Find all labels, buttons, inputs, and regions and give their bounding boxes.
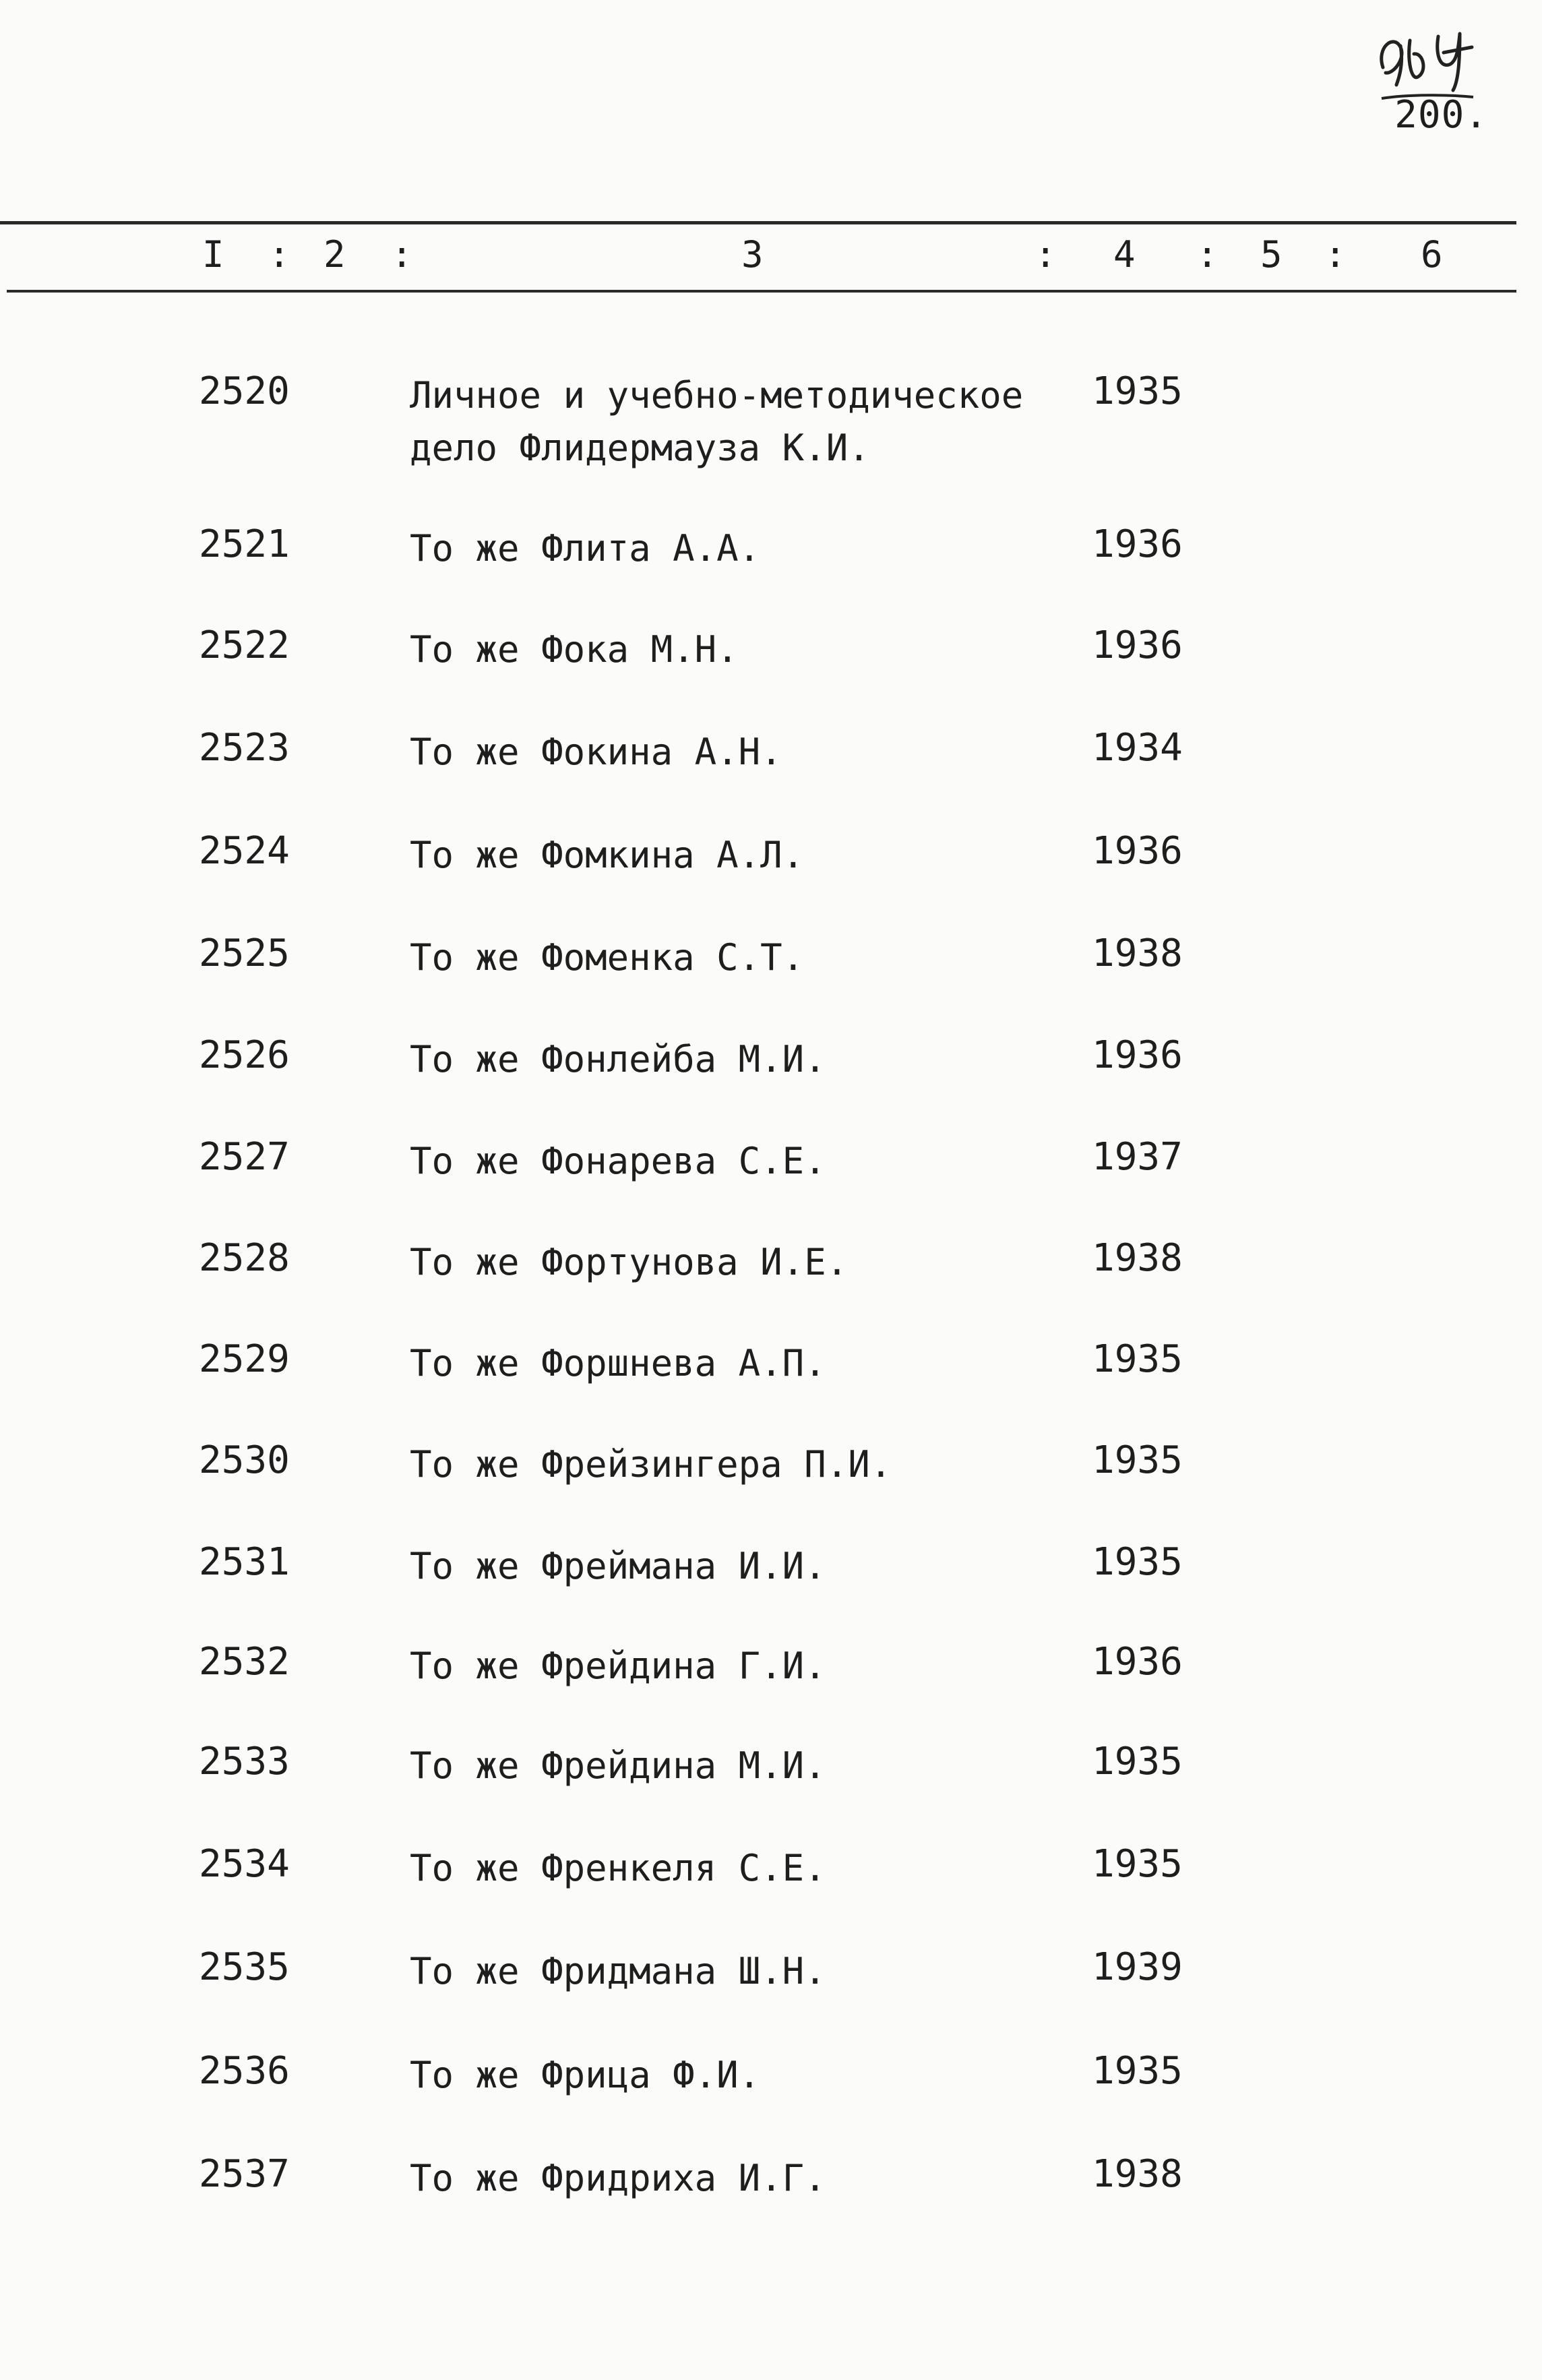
table-row bbox=[0, 2049, 1542, 2130]
column-header-5: 5 bbox=[1260, 233, 1283, 276]
item-title: То же Фомкина А.Л. bbox=[410, 834, 805, 876]
item-number: 2526 bbox=[199, 1033, 290, 1077]
table-row bbox=[0, 1540, 1542, 1621]
item-title: То же Фрейдина Г.И. bbox=[410, 1645, 826, 1687]
item-year: 1934 bbox=[1092, 726, 1183, 770]
item-title: То же Фоменка С.Т. bbox=[410, 936, 805, 979]
item-title: То же Фонарева С.Е. bbox=[410, 1140, 826, 1182]
item-title: То же Фрейдина М.И. bbox=[410, 1744, 826, 1787]
column-header-4: 4 bbox=[1113, 233, 1136, 276]
item-title: То же Фрица Ф.И. bbox=[410, 2054, 761, 2096]
printed-folio-number: 200. bbox=[1394, 93, 1488, 137]
column-separator: : bbox=[268, 233, 290, 276]
item-number: 2530 bbox=[199, 1438, 290, 1482]
item-year: 1935 bbox=[1092, 369, 1183, 413]
item-year: 1938 bbox=[1092, 932, 1183, 975]
item-year: 1935 bbox=[1092, 1842, 1183, 1886]
header-rule-top bbox=[0, 221, 1516, 224]
item-number: 2537 bbox=[199, 2152, 290, 2196]
item-title: То же Фокина А.Н. bbox=[410, 731, 782, 773]
item-title: То же Фреймана И.И. bbox=[410, 1545, 826, 1587]
column-separator: : bbox=[1324, 233, 1347, 276]
table-row bbox=[0, 1135, 1542, 1216]
column-separator: : bbox=[391, 233, 413, 276]
item-year: 1935 bbox=[1092, 2049, 1183, 2093]
table-row bbox=[0, 1337, 1542, 1418]
table-row bbox=[0, 1033, 1542, 1114]
item-year: 1938 bbox=[1092, 1236, 1183, 1280]
item-title: Личное и учебно-методическое дело Флидермауза К.И. bbox=[410, 374, 1024, 469]
item-number: 2527 bbox=[199, 1135, 290, 1179]
item-number: 2532 bbox=[199, 1640, 290, 1684]
item-year: 1935 bbox=[1092, 1740, 1183, 1783]
column-header-3: 3 bbox=[741, 233, 764, 276]
column-header-2: 2 bbox=[323, 233, 346, 276]
table-row bbox=[0, 1438, 1542, 1519]
item-number: 2535 bbox=[199, 1945, 290, 1989]
item-number: 2531 bbox=[199, 1540, 290, 1584]
item-year: 1936 bbox=[1092, 1640, 1183, 1684]
item-number: 2524 bbox=[199, 829, 290, 873]
header-rule-bottom bbox=[7, 290, 1516, 293]
table-row bbox=[0, 623, 1542, 704]
item-number: 2534 bbox=[199, 1842, 290, 1886]
item-number: 2521 bbox=[199, 522, 290, 566]
item-year: 1936 bbox=[1092, 522, 1183, 566]
item-year: 1939 bbox=[1092, 1945, 1183, 1989]
folio-mark bbox=[1353, 13, 1502, 135]
table-row bbox=[0, 932, 1542, 1012]
item-year: 1936 bbox=[1092, 1033, 1183, 1077]
item-year: 1936 bbox=[1092, 829, 1183, 873]
handwritten-folio-number bbox=[1374, 20, 1481, 94]
table-row bbox=[0, 369, 1542, 469]
table-row bbox=[0, 1842, 1542, 1923]
item-title: То же Френкеля С.Е. bbox=[410, 1847, 826, 1889]
table-row bbox=[0, 1236, 1542, 1317]
item-title: То же Фрейзингера П.И. bbox=[410, 1443, 892, 1486]
item-number: 2520 bbox=[199, 369, 290, 413]
column-header-6: 6 bbox=[1421, 233, 1443, 276]
table-row bbox=[0, 1640, 1542, 1721]
item-number: 2533 bbox=[199, 1740, 290, 1783]
column-header-1: I bbox=[202, 233, 224, 276]
column-separator: : bbox=[1196, 233, 1219, 276]
item-year: 1935 bbox=[1092, 1337, 1183, 1381]
item-number: 2523 bbox=[199, 726, 290, 770]
item-title: То же Фридриха И.Г. bbox=[410, 2157, 826, 2199]
table-row bbox=[0, 726, 1542, 807]
item-number: 2536 bbox=[199, 2049, 290, 2093]
table-row bbox=[0, 522, 1542, 603]
item-title: То же Фридмана Ш.Н. bbox=[410, 1950, 826, 1992]
table-row bbox=[0, 1740, 1542, 1821]
folio-strike-line bbox=[1380, 92, 1475, 101]
item-number: 2528 bbox=[199, 1236, 290, 1280]
item-number: 2529 bbox=[199, 1337, 290, 1381]
item-year: 1936 bbox=[1092, 623, 1183, 667]
table-row bbox=[0, 2152, 1542, 2233]
item-number: 2525 bbox=[199, 932, 290, 975]
item-year: 1935 bbox=[1092, 1438, 1183, 1482]
item-title: То же Флита А.А. bbox=[410, 527, 761, 570]
item-title: То же Фортунова И.Е. bbox=[410, 1241, 849, 1283]
item-year: 1935 bbox=[1092, 1540, 1183, 1584]
item-year: 1938 bbox=[1092, 2152, 1183, 2196]
item-title: То же Фока М.Н. bbox=[410, 628, 739, 671]
item-title: То же Форшнева А.П. bbox=[410, 1342, 826, 1384]
item-year: 1937 bbox=[1092, 1135, 1183, 1179]
item-title: То же Фонлейба М.И. bbox=[410, 1038, 826, 1080]
table-row bbox=[0, 829, 1542, 910]
table-row bbox=[0, 1945, 1542, 2026]
item-number: 2522 bbox=[199, 623, 290, 667]
column-separator: : bbox=[1035, 233, 1057, 276]
